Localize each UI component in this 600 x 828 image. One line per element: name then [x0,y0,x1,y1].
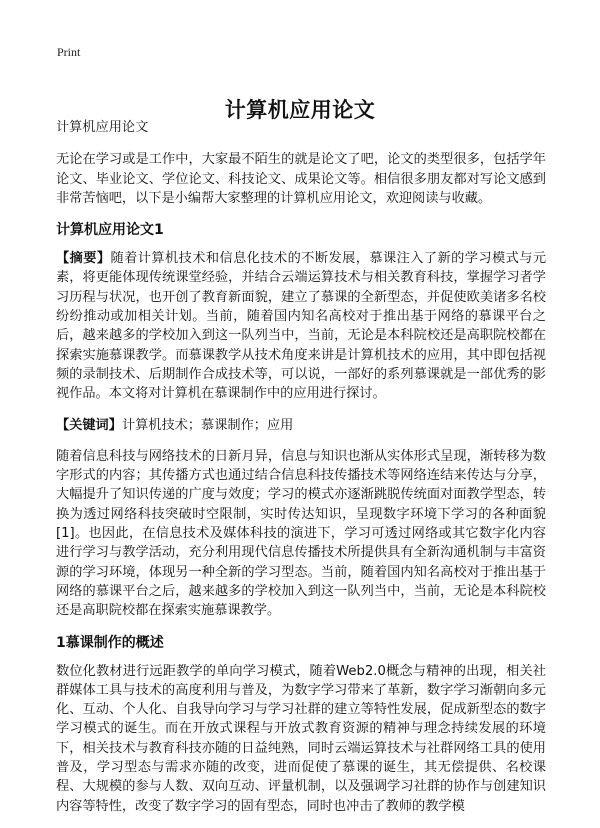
section-heading-paper-1: 计算机应用论文1 [56,222,164,239]
abstract-text: 随着计算机技术和信息化技术的不断发展，慕课注入了新的学习模式与元素，将更能体现传统课堂经验，并结合云端运算技术与相关教育科技，掌握学习者学习历程与状况，也开创了教育新面貌，建立了慕课的全新型态，并促使欧美诸多名校纷纷推动或加相关计划。当前，随着国内知名高校对于推出基于网络的慕课平台之后，越来越多的学校加入到这一队列当中，当前，无论是本科院校还是高职院校都在探索实施慕课教学。而慕课教学从技术角度来讲是计算机技术的应用，其中即包括视频的录制技术、后期制作合成技术等，可以说，一部好的系列慕课就是一部优秀的影视作品。本文将对计算机在慕课制作中的应用进行探讨。 [56,251,547,402]
page-title: 计算机应用论文 [224,98,376,123]
abstract-paragraph [56,249,546,403]
article-body [56,118,546,816]
keywords-tag: 【关键词】 [56,417,122,433]
body-paragraph: 随着信息科技与网络技术的日新月异，信息与知识也渐从实体形式呈现，渐转移为数字形式的内容；其传播方式也通过结合信息科技传播技术等网络连结来传达与分享，大幅提升了知识传递的广度与效度；学习的模式亦逐渐跳脱传统面对面教学型态，转换为透过网络科技突破时空限制，实时传达知识，呈现数字环境下学习的各种面貌[1]。也因此，在信息技术及媒体科技的演进下，学习可透过网络或其它数字化内容进行学习与教学活动，充分利用现代信息传播技术所提供具有全新沟通机制与丰富资源的学习环境，体现另一种全新的学习型态。当前，随着国内知名高校对于推出基于网络的慕课平台之后，越来越多的学校加入到这一队列当中，当前，无论是本科院校还是高职院校都在探索实施慕课教学。 [56,448,546,619]
abstract-tag: 【摘要】 [56,251,111,267]
article-subtitle: 计算机应用论文 [56,120,149,135]
section-heading-overview: 1慕课制作的概述 [56,634,164,651]
intro-paragraph: 无论在学习或是工作中，大家最不陌生的就是论文了吧，论文的类型很多，包括学年论文、毕业论文、学位论文、科技论文、成果论文等。相信很多朋友都对写论文感到非常苦恼吧，以下是小编帮大家整理的计算机应用论文，欢迎阅读与收藏。 [56,152,546,206]
keywords-paragraph [56,416,546,435]
keywords-text: 计算机技术；慕课制作；应用 [121,417,294,433]
body-paragraph: 数位化教材进行远距教学的单向学习模式，随着Web2.0概念与精神的出现，相关社群媒体工具与技术的高度利用与普及，为数字学习带来了革新，数字学习渐朝向多元化、互动、个人化、自我导向学习与学习社群的建立等特性发展，促成新型态的数字学习模式的诞生。而在开放式课程与开放式教育资源的精神与理念持续发展的环境下，相关技术与教育科技亦随的日益纯熟，同时云端运算技术与社群网络工具的使用普及，学习型态与需求亦随的改变，进而促使了慕课的诞生，其无偿提供、名校课程、大规模的参与人数、双向互动、评量机制，以及强调学习社群的协作与创建知识内容等特性，改变了数字学习的固有型态，同时也冲击了教师的教学模 [56,663,546,814]
print-link[interactable]: Print [57,45,81,59]
